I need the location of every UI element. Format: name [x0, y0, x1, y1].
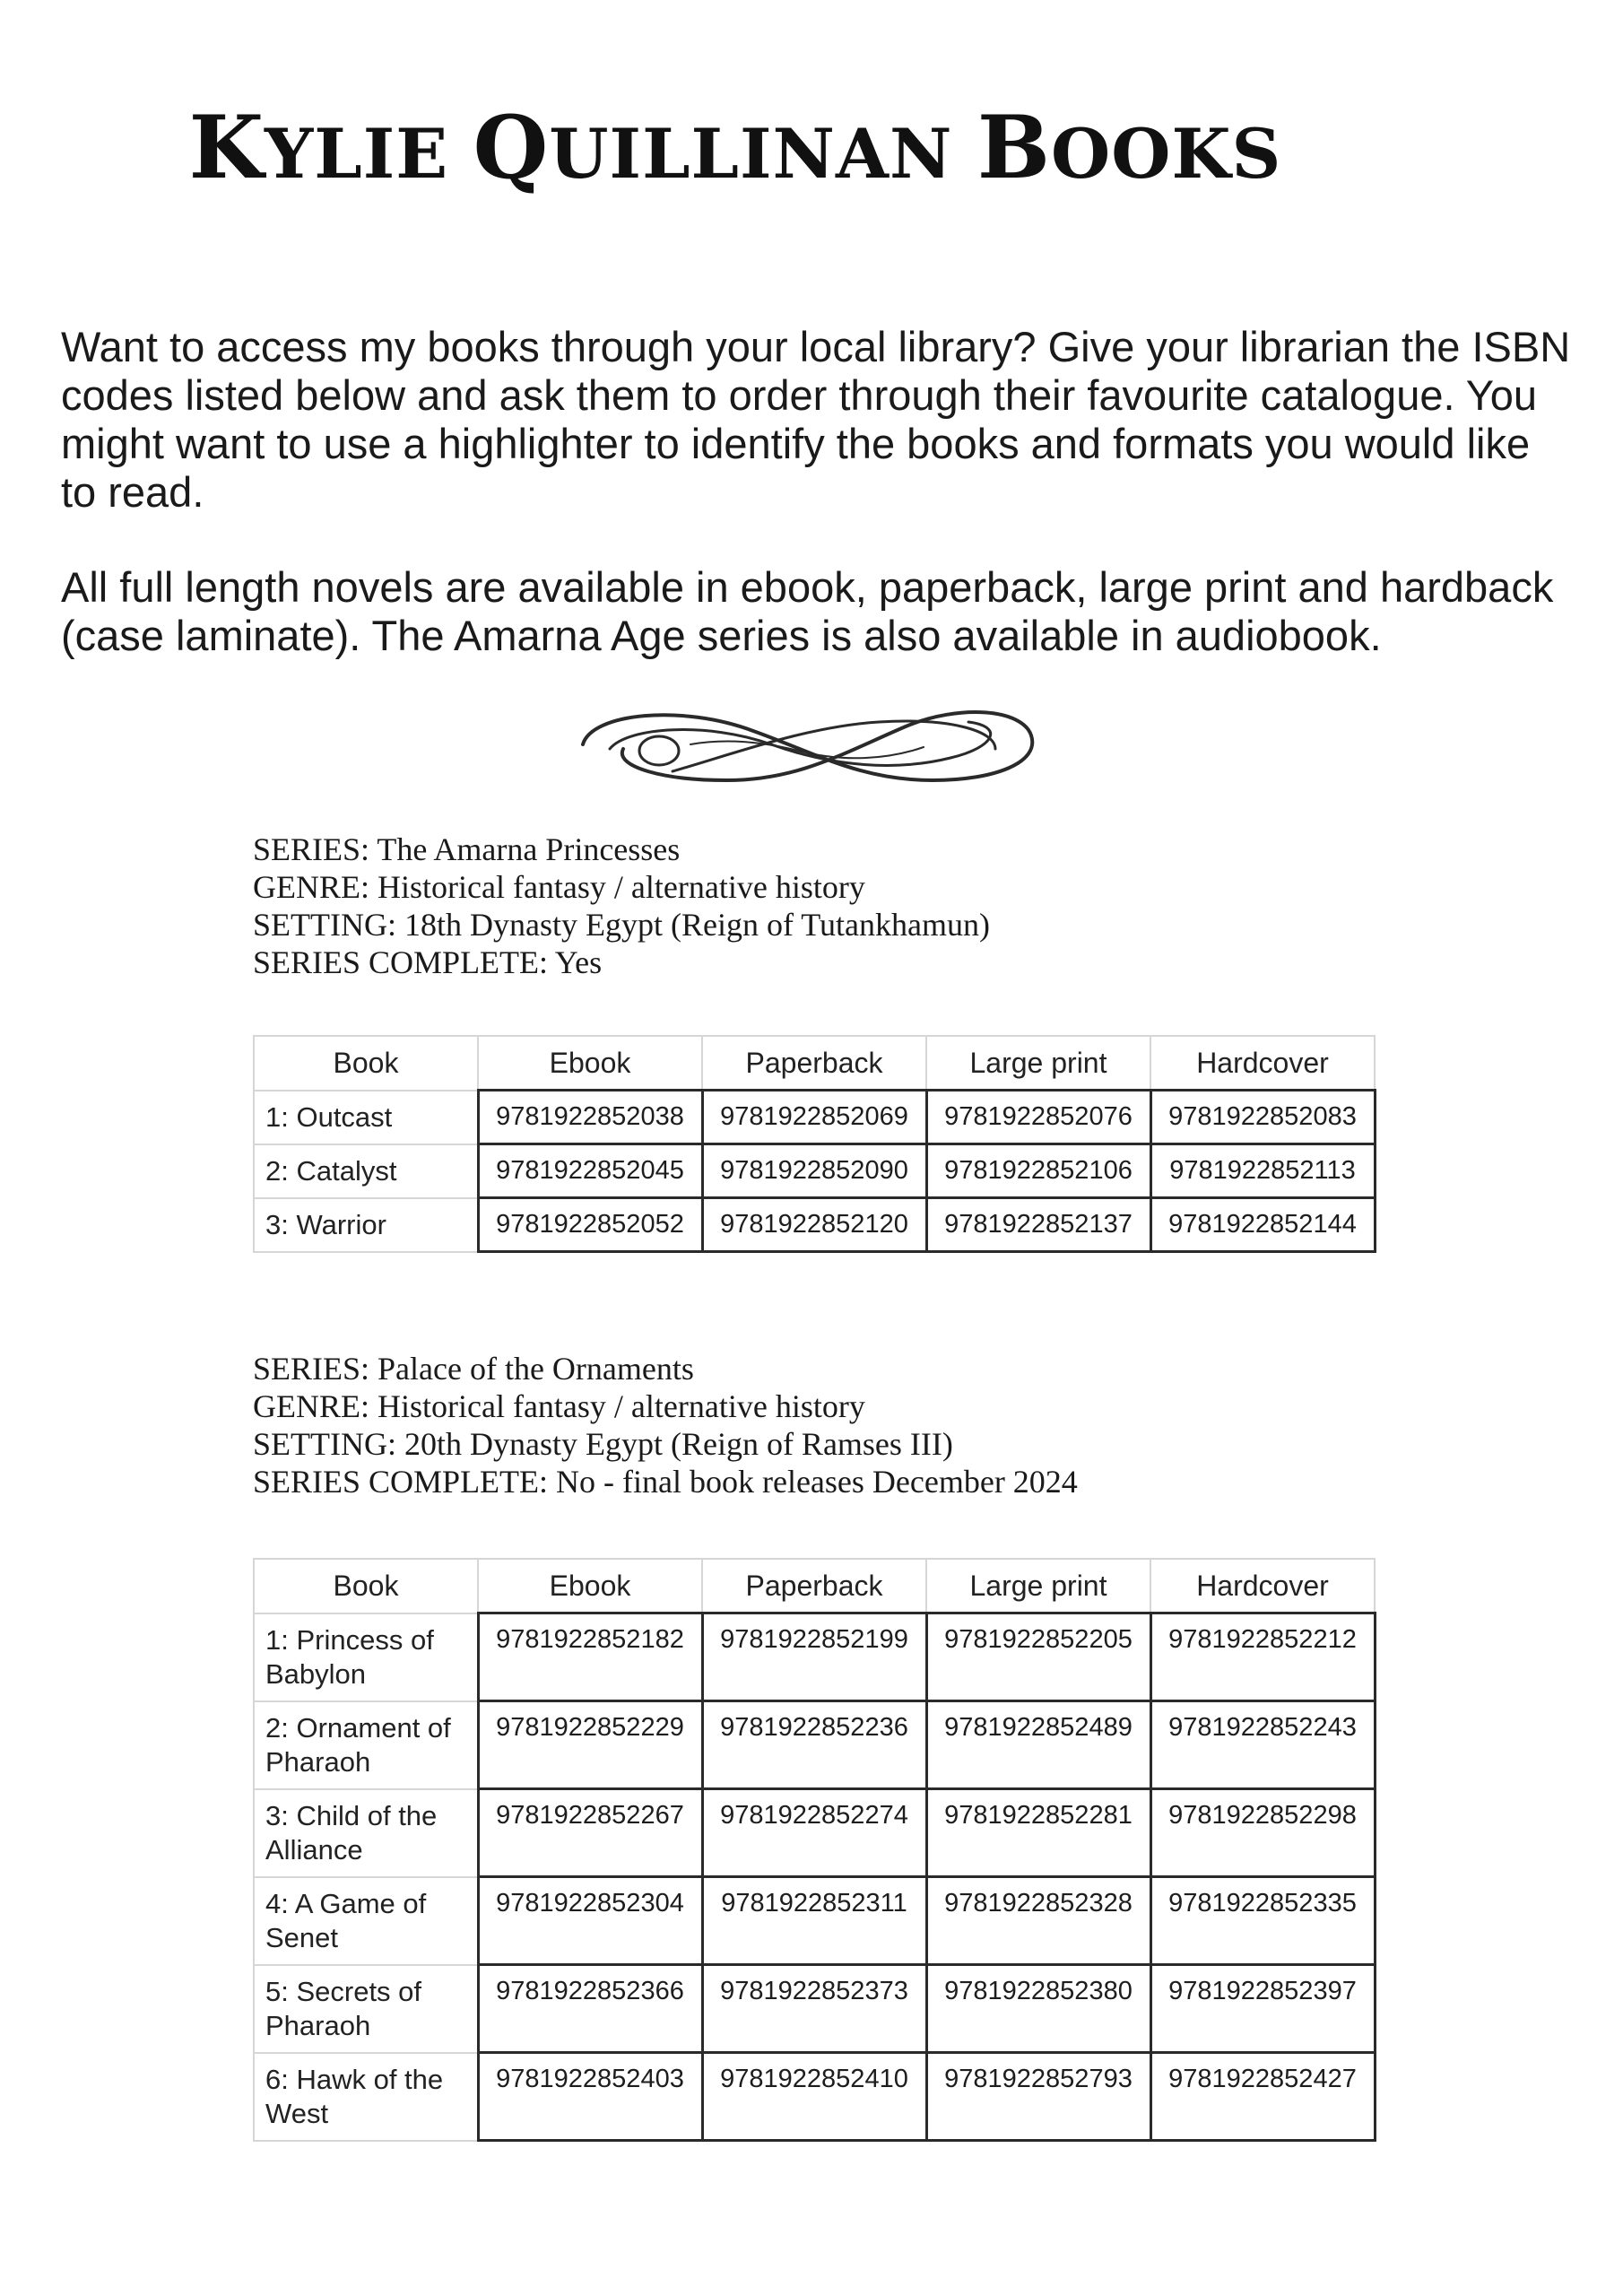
- column-header-ebook: Ebook: [478, 1036, 702, 1091]
- column-header-hardcover: Hardcover: [1150, 1559, 1375, 1613]
- isbn-paperback: 9781922852236: [702, 1701, 926, 1789]
- isbn-paperback: 9781922852090: [702, 1144, 926, 1198]
- isbn-large-print: 9781922852328: [926, 1877, 1150, 1965]
- isbn-paperback: 9781922852274: [702, 1789, 926, 1877]
- column-header-large-print: Large print: [926, 1559, 1150, 1613]
- series-setting: SETTING: 20th Dynasty Egypt (Reign of Ramses III): [253, 1426, 953, 1462]
- book-title: 2: Catalyst: [254, 1144, 478, 1198]
- isbn-hardcover: 9781922852427: [1150, 2053, 1375, 2141]
- isbn-ebook: 9781922852403: [478, 2053, 702, 2141]
- column-header-book: Book: [254, 1559, 478, 1613]
- series-complete: SERIES COMPLETE: Yes: [253, 944, 603, 980]
- intro-text: [61, 323, 1576, 707]
- column-header-paperback: Paperback: [702, 1559, 926, 1613]
- isbn-large-print: 9781922852137: [926, 1198, 1150, 1252]
- table-header-row: [254, 1036, 1375, 1091]
- book-title: 1: Outcast: [254, 1091, 478, 1144]
- table-row: [254, 1789, 1375, 1877]
- book-title-line-1: 3: Child of the: [265, 1799, 438, 1831]
- isbn-large-print: 9781922852380: [926, 1965, 1150, 2053]
- isbn-paperback: 9781922852199: [702, 1613, 926, 1701]
- series-name: SERIES: Palace of the Ornaments: [253, 1351, 694, 1387]
- page-title: KYLIE QUILLINAN BOOKS: [188, 97, 1282, 198]
- series-genre: GENRE: Historical fantasy / alternative history: [253, 869, 865, 905]
- book-title-line-2: Pharaoh: [265, 1745, 371, 1778]
- isbn-hardcover: 9781922852144: [1150, 1198, 1375, 1252]
- table-row: [254, 1613, 1375, 1701]
- book-title: [254, 1965, 478, 2053]
- isbn-table-amarna-princesses: [253, 1035, 1376, 1253]
- isbn-table-palace-of-the-ornaments: [253, 1558, 1376, 2142]
- series-complete: SERIES COMPLETE: No - final book releases December 2024: [253, 1464, 1078, 1500]
- isbn-hardcover: 9781922852083: [1150, 1091, 1375, 1144]
- column-header-hardcover: Hardcover: [1150, 1036, 1375, 1091]
- isbn-paperback: 9781922852069: [702, 1091, 926, 1144]
- isbn-paperback: 9781922852120: [702, 1198, 926, 1252]
- column-header-large-print: Large print: [926, 1036, 1150, 1091]
- book-title-line-2: Pharaoh: [265, 2009, 371, 2041]
- isbn-large-print: 9781922852076: [926, 1091, 1150, 1144]
- book-title-line-1: 4: A Game of: [265, 1887, 427, 1919]
- series-setting: SETTING: 18th Dynasty Egypt (Reign of Tutankhamun): [253, 907, 990, 943]
- series-info-amarna-princesses: [253, 831, 1419, 981]
- isbn-hardcover: 9781922852397: [1150, 1965, 1375, 2053]
- isbn-ebook: 9781922852267: [478, 1789, 702, 1877]
- book-title-line-1: 1: Princess of: [265, 1623, 434, 1656]
- isbn-hardcover: 9781922852113: [1150, 1144, 1375, 1198]
- flourish-ornament-icon: [574, 695, 1058, 803]
- book-title-line-1: 6: Hawk of the: [265, 2063, 444, 2095]
- table-row: [254, 2053, 1375, 2141]
- table-row: [254, 1877, 1375, 1965]
- column-header-book: Book: [254, 1036, 478, 1091]
- book-title-line-2: West: [265, 2097, 329, 2129]
- table-row: [254, 1198, 1375, 1252]
- isbn-ebook: 9781922852229: [478, 1701, 702, 1789]
- isbn-large-print: 9781922852793: [926, 2053, 1150, 2141]
- book-title-line-1: 2: Ornament of: [265, 1711, 451, 1744]
- isbn-ebook: 9781922852052: [478, 1198, 702, 1252]
- isbn-ebook: 9781922852366: [478, 1965, 702, 2053]
- book-title: [254, 2053, 478, 2141]
- isbn-large-print: 9781922852205: [926, 1613, 1150, 1701]
- isbn-ebook: 9781922852182: [478, 1613, 702, 1701]
- book-title-line-2: Babylon: [265, 1657, 367, 1690]
- table-row: [254, 1144, 1375, 1198]
- table-row: [254, 1091, 1375, 1144]
- series-info-palace-of-the-ornaments: [253, 1350, 1419, 1500]
- book-title-line-1: 5: Secrets of: [265, 1975, 422, 2007]
- isbn-large-print: 9781922852106: [926, 1144, 1150, 1198]
- table-header-row: [254, 1559, 1375, 1613]
- isbn-ebook: 9781922852038: [478, 1091, 702, 1144]
- isbn-hardcover: 9781922852243: [1150, 1701, 1375, 1789]
- isbn-ebook: 9781922852304: [478, 1877, 702, 1965]
- book-title: [254, 1789, 478, 1877]
- isbn-hardcover: 9781922852212: [1150, 1613, 1375, 1701]
- table-row: [254, 1701, 1375, 1789]
- book-title-line-2: Alliance: [265, 1833, 363, 1866]
- book-title: [254, 1613, 478, 1701]
- book-title: [254, 1701, 478, 1789]
- book-title-line-2: Senet: [265, 1921, 339, 1953]
- book-title: 3: Warrior: [254, 1198, 478, 1252]
- isbn-ebook: 9781922852045: [478, 1144, 702, 1198]
- book-title: [254, 1877, 478, 1965]
- isbn-large-print: 9781922852281: [926, 1789, 1150, 1877]
- intro-paragraph-library: Want to access my books through your local library? Give your librarian the ISBN codes listed below and ask them to order through their favourite catalogue. You might want to use a highlighter to identify the books and formats you would like to read.: [61, 323, 1571, 516]
- isbn-hardcover: 9781922852298: [1150, 1789, 1375, 1877]
- isbn-large-print: 9781922852489: [926, 1701, 1150, 1789]
- series-name: SERIES: The Amarna Princesses: [253, 831, 681, 867]
- isbn-paperback: 9781922852410: [702, 2053, 926, 2141]
- isbn-paperback: 9781922852311: [702, 1877, 926, 1965]
- isbn-paperback: 9781922852373: [702, 1965, 926, 2053]
- intro-paragraph-formats: All full length novels are available in ebook, paperback, large print and hardback (case laminate). The Amarna Age series is also available in audiobook.: [61, 563, 1554, 659]
- series-genre: GENRE: Historical fantasy / alternative history: [253, 1388, 865, 1424]
- column-header-paperback: Paperback: [702, 1036, 926, 1091]
- isbn-hardcover: 9781922852335: [1150, 1877, 1375, 1965]
- table-row: [254, 1965, 1375, 2053]
- column-header-ebook: Ebook: [478, 1559, 702, 1613]
